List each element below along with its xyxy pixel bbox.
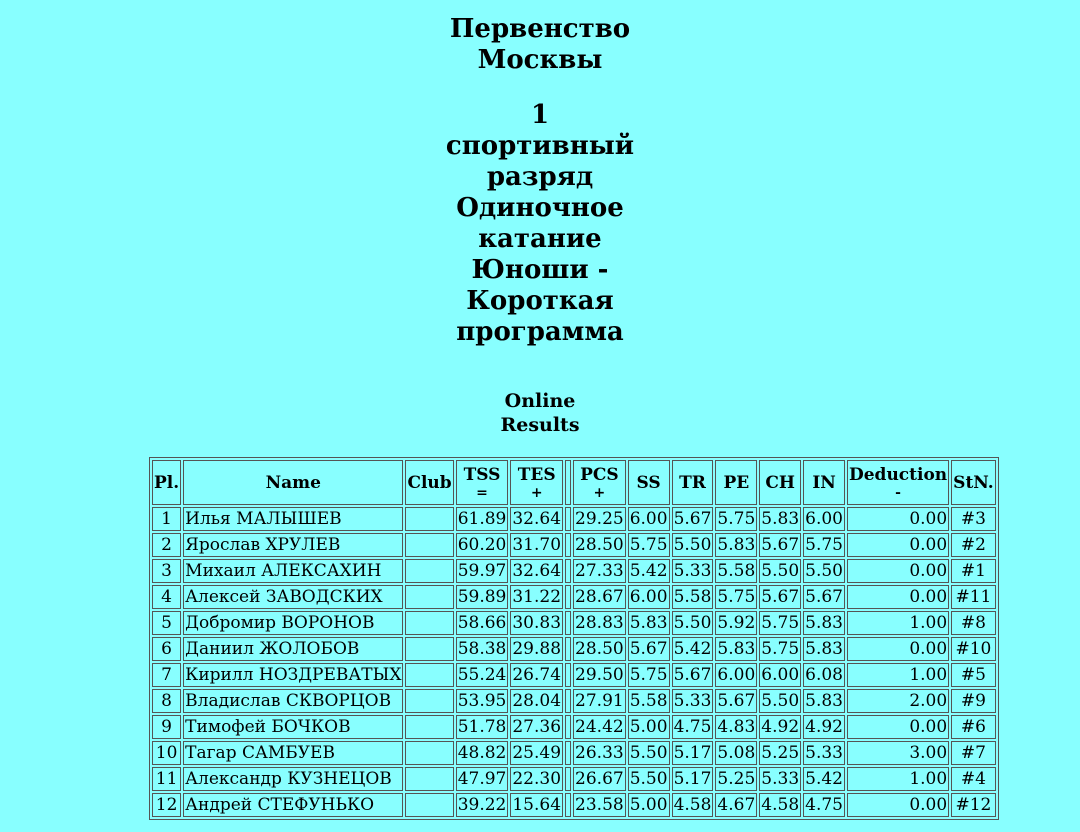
cell-in: 5.42 [805,769,843,789]
cell-pcs: 28.50 [575,535,624,555]
cell-deduction: 0.00 [847,585,949,609]
header-starting-number: StN. [951,460,996,505]
cell-pcs: 24.42 [575,717,624,737]
cell-tr: 5.33 [673,691,712,711]
table-row [152,767,996,791]
cell-club [405,507,453,531]
cell-name: Даниил ЖОЛОБОВ [183,637,403,661]
cell-place: 2 [152,533,181,557]
cell-gap [565,611,571,635]
cell-pe: 5.83 [717,639,756,659]
cell-tss: 60.20 [457,535,507,555]
cell-tr: 5.67 [673,665,712,685]
cell-name: Михаил АЛЕКСАХИН [183,559,403,583]
cell-ch: 4.92 [761,717,800,737]
header-tss [456,460,509,505]
cell-place: 8 [152,689,181,713]
cell-tss: 48.82 [457,743,507,763]
online-results-line: Results [500,414,580,436]
cell-deduction: 0.00 [847,637,949,661]
cell-name: Александр КУЗНЕЦОВ [183,767,403,791]
cell-tr: 5.42 [673,639,712,659]
header-tes-label: TES [517,464,556,485]
cell-tr: 5.67 [673,509,712,529]
header-club: Club [405,460,453,505]
cell-in: 6.08 [805,665,843,685]
cell-in: 6.00 [805,509,843,529]
cell-ch: 5.75 [761,639,800,659]
cell-tes: 31.70 [512,535,562,555]
cell-ss: 5.58 [629,691,668,711]
cell-club [405,585,453,609]
cell-tr: 5.58 [673,587,712,607]
cell-in: 5.83 [805,613,843,633]
cell-starting-number: #12 [951,793,996,817]
cell-name: Кирилл НОЗДРЕВАТЫХ [185,665,402,685]
cell-ss: 5.83 [629,613,668,633]
table-row [152,741,996,765]
cell-gap [565,637,571,661]
cell-starting-number: #8 [951,611,996,635]
header-tr: TR [672,460,714,505]
cell-tss: 58.66 [457,613,507,633]
cell-deduction: 3.00 [847,741,949,765]
cell-in: 5.83 [805,691,843,711]
header-pcs-sub: + [593,484,606,501]
cell-ch: 5.67 [761,535,800,555]
cell-tes: 25.49 [512,743,562,763]
cell-tes: 27.36 [512,717,562,737]
cell-ss: 5.67 [629,639,668,659]
cell-ch: 5.83 [761,509,800,529]
header-deduction-sub: - [895,484,901,501]
cell-ss: 5.50 [629,769,668,789]
cell-starting-number: #10 [951,637,996,661]
cell-in: 4.75 [805,795,843,815]
cell-name: Алексей ЗАВОДСКИХ [183,585,403,609]
header-tss-sub: = [476,484,488,501]
cell-place: 7 [152,663,181,687]
cell-tr: 5.17 [673,769,712,789]
cell-pe: 5.83 [717,535,756,555]
table-row [152,559,996,583]
cell-pcs: 26.33 [575,743,624,763]
event-title-line: 1 [530,100,550,130]
event-title-line: разряд [486,162,594,192]
cell-gap [565,559,571,583]
table-header-row [152,460,996,505]
cell-club [405,559,453,583]
cell-in: 5.83 [805,639,843,659]
cell-tes: 32.64 [512,561,562,581]
cell-tss: 59.97 [457,561,507,581]
cell-in: 5.50 [805,561,843,581]
header-pcs [573,460,626,505]
cell-pe: 5.58 [717,561,756,581]
cell-tss: 61.89 [457,509,507,529]
cell-deduction: 2.00 [847,689,949,713]
cell-tss: 58.38 [457,639,507,659]
cell-club [405,741,453,765]
cell-name: Добромир ВОРОНОВ [183,611,403,635]
cell-pe: 5.67 [717,691,756,711]
cell-starting-number: #6 [951,715,996,739]
cell-club [405,715,453,739]
cell-gap [565,793,571,817]
cell-ss: 6.00 [629,509,668,529]
table-row [152,637,996,661]
header-gap [565,460,571,505]
cell-name: Андрей СТЕФУНЬКО [183,793,403,817]
event-title-line: Юноши - [471,255,609,285]
cell-ss: 6.00 [629,587,668,607]
header-tes-sub: + [530,484,543,501]
cell-gap [565,741,571,765]
cell-deduction: 0.00 [847,559,949,583]
cell-pcs: 26.67 [575,769,624,789]
cell-place: 6 [152,637,181,661]
cell-starting-number: #1 [951,559,996,583]
cell-name: Ярослав ХРУЛЕВ [183,533,403,557]
cell-ss: 5.00 [629,795,668,815]
cell-pe: 5.25 [717,769,756,789]
results-table [149,457,999,820]
cell-pe: 4.67 [717,795,756,815]
cell-gap [565,689,571,713]
cell-pcs: 28.83 [575,613,624,633]
cell-tss: 51.78 [457,717,507,737]
cell-place: 10 [152,741,181,765]
results-body [152,507,996,817]
cell-gap [565,767,571,791]
cell-pe: 5.08 [717,743,756,763]
cell-tr: 5.17 [673,743,712,763]
header-tes [510,460,563,505]
event-title-line: катание [478,224,602,254]
table-row [152,533,996,557]
header-ch: CH [759,460,801,505]
cell-name: Илья МАЛЫШЕВ [183,507,403,531]
cell-ch: 5.33 [761,769,800,789]
event-title [0,100,1080,348]
cell-tss: 47.97 [457,769,507,789]
cell-ch: 4.58 [761,795,800,815]
cell-club [405,533,453,557]
header-deduction [847,460,949,505]
cell-pe: 5.92 [717,613,756,633]
cell-in: 5.33 [805,743,843,763]
cell-tss: 55.24 [457,665,507,685]
cell-ch: 5.50 [761,561,800,581]
event-title-line: спортивный [445,131,635,161]
cell-starting-number: #5 [951,663,996,687]
cell-deduction: 0.00 [847,715,949,739]
cell-pcs: 28.67 [575,587,624,607]
cell-pcs: 29.50 [575,665,624,685]
cell-starting-number: #2 [951,533,996,557]
table-row [152,663,996,687]
cell-deduction: 0.00 [847,507,949,531]
cell-gap [565,585,571,609]
cell-pe: 5.75 [717,587,756,607]
cell-tes: 15.64 [512,795,562,815]
cell-tes: 26.74 [512,665,562,685]
cell-ch: 5.75 [761,613,800,633]
cell-ss: 5.50 [629,743,668,763]
cell-in: 5.67 [805,587,843,607]
table-row [152,689,996,713]
page-title [0,14,1080,76]
cell-tss: 39.22 [457,795,507,815]
table-row [152,793,996,817]
cell-deduction: 0.00 [847,533,949,557]
header-name: Name [183,460,403,505]
cell-ch: 5.67 [761,587,800,607]
cell-place: 4 [152,585,181,609]
cell-tes: 28.04 [512,691,562,711]
cell-pe: 6.00 [717,665,756,685]
cell-tes: 29.88 [512,639,562,659]
header-in: IN [803,460,845,505]
cell-starting-number: #9 [951,689,996,713]
cell-ss: 5.42 [629,561,668,581]
cell-starting-number: #7 [951,741,996,765]
cell-pcs: 27.91 [575,691,624,711]
cell-place: 12 [152,793,181,817]
cell-place: 3 [152,559,181,583]
table-row [152,715,996,739]
header-deduction-label: Deduction [849,464,948,485]
cell-in: 4.92 [805,717,843,737]
cell-ss: 5.00 [629,717,668,737]
cell-name: Владислав СКВОРЦОВ [183,689,403,713]
cell-place: 5 [152,611,181,635]
cell-place: 1 [152,507,181,531]
header-place: Pl. [152,460,181,505]
cell-tss: 59.89 [457,587,507,607]
cell-ss: 5.75 [629,665,668,685]
cell-name: Тимофей БОЧКОВ [183,715,403,739]
cell-tes: 30.83 [512,613,562,633]
cell-starting-number: #3 [951,507,996,531]
cell-club [405,793,453,817]
online-results-heading [0,389,1080,437]
cell-tr: 5.33 [673,561,712,581]
cell-gap [565,715,571,739]
cell-deduction: 1.00 [847,663,949,687]
cell-deduction: 1.00 [847,611,949,635]
cell-tr: 4.58 [673,795,712,815]
online-results-line: Online [504,390,576,412]
cell-in: 5.75 [805,535,843,555]
cell-place: 9 [152,715,181,739]
title-line: Москвы [477,45,603,75]
cell-pe: 5.75 [717,509,756,529]
table-row [152,507,996,531]
cell-tr: 5.50 [673,613,712,633]
cell-pcs: 28.50 [575,639,624,659]
cell-place: 11 [152,767,181,791]
cell-gap [565,507,571,531]
cell-pcs: 29.25 [575,509,624,529]
event-title-line: программа [456,317,624,347]
cell-tr: 5.50 [673,535,712,555]
cell-starting-number: #4 [951,767,996,791]
cell-tss: 53.95 [457,691,507,711]
cell-club [405,611,453,635]
cell-tes: 31.22 [512,587,562,607]
header-tss-label: TSS [463,464,501,485]
cell-ch: 5.50 [761,691,800,711]
event-title-line: Одиночное [456,193,624,223]
cell-tes: 32.64 [512,509,562,529]
table-row [152,611,996,635]
cell-name: Тагар САМБУЕВ [183,741,403,765]
cell-club [405,663,453,687]
cell-pcs: 27.33 [575,561,624,581]
cell-tr: 4.75 [673,717,712,737]
cell-gap [565,663,571,687]
event-title-line: Короткая [466,286,614,316]
cell-gap [565,533,571,557]
cell-starting-number: #11 [951,585,996,609]
cell-pe: 4.83 [717,717,756,737]
header-pcs-label: PCS [580,464,619,485]
cell-pcs: 23.58 [575,795,624,815]
cell-deduction: 1.00 [847,767,949,791]
cell-club [405,767,453,791]
cell-ch: 6.00 [761,665,800,685]
cell-tes: 22.30 [512,769,562,789]
cell-club [405,637,453,661]
header-pe: PE [715,460,757,505]
cell-club [405,689,453,713]
title-line: Первенство [449,14,631,44]
cell-ch: 5.25 [761,743,800,763]
header-ss: SS [628,460,670,505]
cell-deduction: 0.00 [847,793,949,817]
cell-ss: 5.75 [629,535,668,555]
table-row [152,585,996,609]
